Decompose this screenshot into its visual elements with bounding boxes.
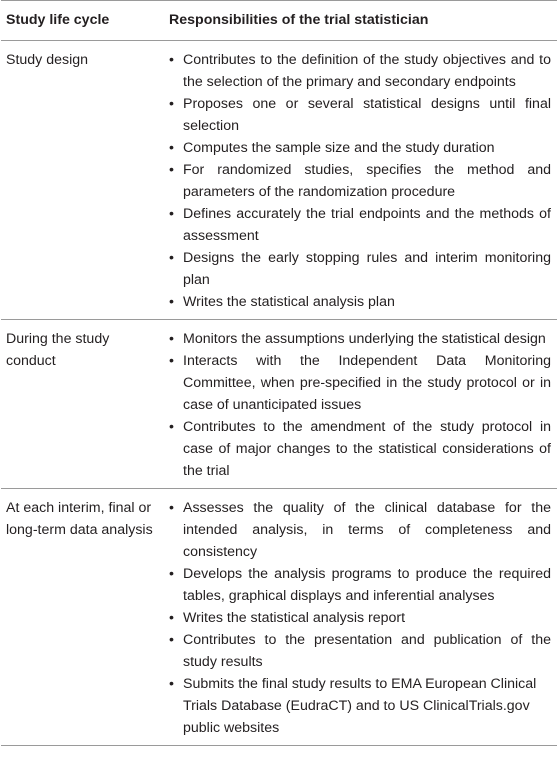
bullet-icon: • [169,331,174,347]
table-body [1,41,557,746]
bullet-icon: • [169,419,174,435]
list-item [169,563,551,607]
bullet-icon: • [169,96,174,112]
list-item-text: Designs the early stopping rules and interim monitoring plan [183,250,551,288]
list-item-text: Proposes one or several statistical designs until final selection [183,96,551,134]
responsibility-list [169,497,551,739]
list-item-text: Contributes to the amendment of the study protocol in case of major changes to the statistical considerations of the trial [183,419,551,479]
bullet-icon: • [169,566,174,582]
list-item [169,247,551,291]
table-row-data-analysis [1,489,557,746]
list-item-text: Monitors the assumptions underlying the statistical design [183,331,546,347]
list-item [169,49,551,93]
bullet-icon: • [169,632,174,648]
table-row-study-design [1,41,557,320]
list-item-text: For randomized studies, specifies the method and parameters of the randomization procedure [183,162,551,200]
responsibilities-cell [164,320,557,489]
header-study-life-cycle: Study life cycle [1,1,164,41]
phase-cell: Study design [1,41,164,320]
list-item-text: Interacts with the Independent Data Monitoring Committee, when pre-specified in the study protocol or in case of unanticipated issues [183,353,551,413]
list-item [169,673,551,739]
list-item-text: Develops the analysis programs to produce the required tables, graphical displays and inferential analyses [183,566,551,604]
list-item-text: Writes the statistical analysis report [183,610,406,626]
list-item [169,497,551,563]
list-item-text: Computes the sample size and the study duration [183,140,495,156]
bullet-icon: • [169,206,174,222]
table-row-study-conduct [1,320,557,489]
header-row [1,1,557,41]
list-item [169,629,551,673]
bullet-icon: • [169,294,174,310]
responsibility-list [169,49,551,313]
list-item [169,291,551,313]
phase-cell: At each interim, final or long-term data analysis [1,489,164,746]
list-item [169,137,551,159]
list-item [169,350,551,416]
responsibilities-cell [164,41,557,320]
list-item [169,93,551,137]
bullet-icon: • [169,52,174,68]
bullet-icon: • [169,353,174,369]
list-item [169,203,551,247]
list-item [169,159,551,203]
list-item-text: Contributes to the presentation and publication of the study results [183,632,551,670]
bullet-icon: • [169,676,174,692]
list-item [169,416,551,482]
list-item-text: Writes the statistical analysis plan [183,294,395,310]
list-item-text: Assesses the quality of the clinical database for the intended analysis, in terms of completeness and consistency [183,500,551,560]
header-responsibilities: Responsibilities of the trial statistician [164,1,557,41]
responsibilities-cell [164,489,557,746]
bullet-icon: • [169,162,174,178]
list-item-text: Submits the final study results to EMA European Clinical Trials Database (EudraCT) and to US ClinicalTrials.gov public websites [183,676,537,736]
bullet-icon: • [169,610,174,626]
responsibilities-table [1,0,557,746]
table-header [1,1,557,41]
list-item-text: Defines accurately the trial endpoints and the methods of assessment [183,206,551,244]
list-item [169,607,551,629]
bullet-icon: • [169,140,174,156]
phase-cell: During the study conduct [1,320,164,489]
list-item [169,328,551,350]
bullet-icon: • [169,250,174,266]
responsibility-list [169,328,551,482]
bullet-icon: • [169,500,174,516]
list-item-text: Contributes to the definition of the study objectives and to the selection of the primary and secondary endpoints [183,52,551,90]
